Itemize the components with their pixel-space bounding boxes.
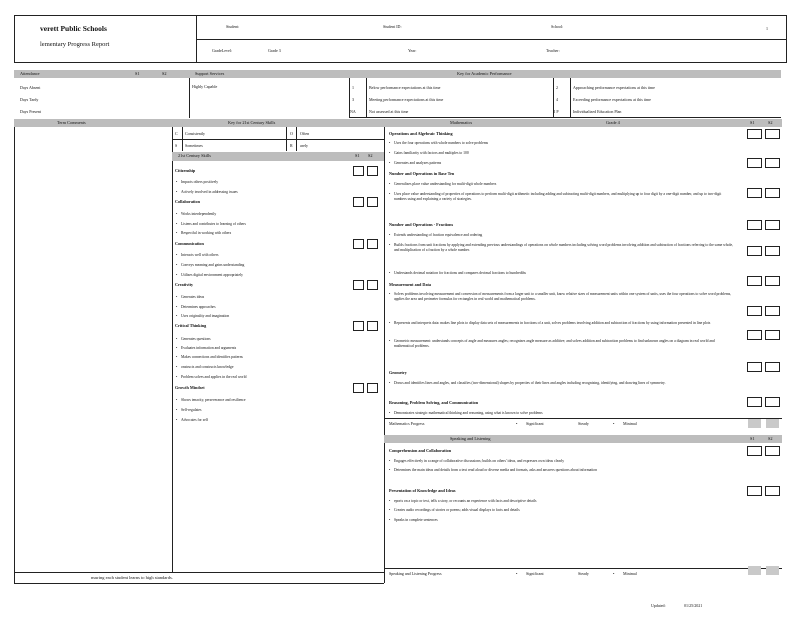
skill-item: • Listens and contributes to learning of others <box>181 222 346 227</box>
s1-grade-box[interactable] <box>747 188 762 198</box>
math-section-heading: Operations and Algebraic Thinking <box>389 131 453 136</box>
s1-grade-box[interactable] <box>747 362 762 372</box>
skill-item: • Respectful in working with others <box>181 231 346 236</box>
math-grade: Grade 4 <box>606 120 620 125</box>
progress-option: Significant <box>526 571 544 576</box>
skill-item: • Advocates for self <box>181 418 346 423</box>
skill-item: • Utilizes digital environment appropriately <box>181 273 346 278</box>
key21-code: O <box>290 131 293 136</box>
s2-grade-box[interactable] <box>367 239 378 249</box>
skill-item: • Impacts others positively <box>181 180 346 185</box>
attendance-title: Attendance <box>20 71 40 76</box>
s1-grade-box[interactable] <box>353 166 364 176</box>
updated-label: Updated: <box>651 603 666 608</box>
key21-code: R <box>290 143 293 148</box>
s1-grade-box[interactable] <box>353 197 364 207</box>
s1-grade-box[interactable] <box>353 280 364 290</box>
s2-grade-box[interactable] <box>765 129 780 139</box>
standard-item: • Creates audio recordings of stories or poems; adds visual displays to facts and details <box>394 508 734 513</box>
ela-s1: S1 <box>750 436 755 441</box>
key-text: Meeting performance expectations at this time <box>369 97 444 102</box>
skill-group-heading: Communication <box>175 241 204 246</box>
skill-item: • Self-regulates <box>181 408 346 413</box>
attendance-row: Days Present <box>20 109 41 114</box>
ela-section-heading: Presentation of Knowledge and Ideas <box>389 488 456 493</box>
skill-group-heading: Collaboration <box>175 199 200 204</box>
s1-grade-box[interactable] <box>747 158 762 168</box>
key-code: 1 <box>352 85 354 90</box>
attendance-row: Days Tardy <box>20 97 39 102</box>
standard-item: • Generates and analyzes patterns <box>394 161 734 166</box>
standard-item: • Represents and interprets data: makes line plots to display data sets of measurements in fractions of a unit, solves problems involving addition and subtraction of fractions by using information presented in line plots <box>394 321 734 326</box>
key21-text: arely <box>300 143 308 148</box>
s2-grade-box[interactable] <box>765 276 780 286</box>
s2-grade-box[interactable] <box>367 280 378 290</box>
school-name: verett Public Schools <box>40 24 107 33</box>
key-code: I P <box>554 109 559 114</box>
skill-group-heading: Growth Mindset <box>175 385 205 390</box>
key-text: Approaching performance expectations at this time <box>573 85 655 90</box>
standard-item: • Understands decimal notation for fractions and compares decimal fractions to hundredths <box>394 271 734 276</box>
skill-group-heading: Citizenship <box>175 168 196 173</box>
s1-grade-box[interactable] <box>747 220 762 230</box>
progress-option: Significant <box>526 421 544 426</box>
s2-grade-box[interactable] <box>367 321 378 331</box>
skills21-s1: S1 <box>355 153 360 158</box>
skill-item: • Makes connections and identifies patterns <box>181 355 346 360</box>
s2-grade-box[interactable] <box>765 306 780 316</box>
progress-option: Minimal <box>623 571 637 576</box>
key21-code: S <box>175 143 178 148</box>
s1-grade-box[interactable] <box>747 246 762 256</box>
term-comments-title: Term Comments <box>57 120 86 125</box>
student-id-label: Student ID: <box>383 24 402 29</box>
standard-item: • Geometric measurement: understands concepts of angle and measures angles; recognizes angle measure as additive; and solves addition and subtraction problems to find unknown angles on a diagram in real world and mathematical problems. <box>394 339 734 348</box>
ela-section-heading: Comprehension and Collaboration <box>389 448 452 453</box>
key-text: Individualized Education Plan <box>573 109 622 114</box>
math-s1: S1 <box>750 120 755 125</box>
bullet-icon: • <box>516 571 518 576</box>
key21-text: Often <box>300 131 310 136</box>
s2-grade-box[interactable] <box>765 362 780 372</box>
ela-progress-label: Speaking and Listening Progress <box>389 571 442 576</box>
page-number: 1 <box>766 26 768 31</box>
s1-grade-box[interactable] <box>353 321 364 331</box>
ela-title: Speaking and Listening <box>450 436 491 441</box>
standard-item: • Generalizes place value understanding for multi-digit whole numbers <box>394 182 734 187</box>
skill-item: • Actively involved in addressing issues <box>181 190 346 195</box>
standard-item: • Gains familiarity with factors and multiples to 100 <box>394 151 734 156</box>
standard-item: • eports on a topic or text, tells a story, or recounts an experience with facts and descriptive details <box>394 499 734 504</box>
s2-grade-box[interactable] <box>765 188 780 198</box>
s2-grade-box[interactable] <box>765 486 780 496</box>
key-code: 2 <box>556 85 558 90</box>
support-value: Highly Capable <box>192 84 218 89</box>
math-progress-label: Mathematics Progress <box>389 421 425 426</box>
s1-grade-box[interactable] <box>747 330 762 340</box>
math-section-heading: Geometry <box>389 370 407 375</box>
key-text: Exceeding performance expectations at this time <box>573 97 651 102</box>
bullet-icon: • <box>516 421 518 426</box>
skill-item: • Problem solves and applies in the real world <box>181 375 346 380</box>
standard-item: • Engages effectively in a range of collaborative discussions; builds on others' ideas, and expresses own ideas clearly <box>394 459 734 464</box>
skill-item: • Uses originality and imagination <box>181 314 346 319</box>
key-code: 4 <box>556 97 558 102</box>
standard-item: • Uses the four operations with whole numbers to solve problems <box>394 141 734 146</box>
math-s2: S2 <box>768 120 773 125</box>
key21-text: Sometimes <box>185 143 203 148</box>
standard-item: • Builds fractions from unit fractions by applying and extending previous understandings of operations on whole numbers including solving word problems involving addition and subtraction of fractions referring to the same whole, and multiplication of a fraction by a whole number. <box>394 243 734 252</box>
ela-s2: S2 <box>768 436 773 441</box>
support-title: Support Services <box>195 71 225 76</box>
skill-item: • Interacts well with others <box>181 253 346 258</box>
attendance-row: Days Absent <box>20 85 41 90</box>
key-text: Below performance expectations at this time <box>369 85 441 90</box>
skill-item: • Shows tenacity, perseverance and resilience <box>181 398 346 403</box>
report-title: lementary Progress Report <box>40 41 110 48</box>
school-label: School: <box>551 24 564 29</box>
progress-option: Steady <box>578 421 589 426</box>
skill-item: • Works interdependently <box>181 212 346 217</box>
skill-item: • Generates ideas <box>181 295 346 300</box>
skill-item: • Conveys meaning and gains understanding <box>181 263 346 268</box>
standard-item: • Speaks in complete sentences <box>394 518 734 523</box>
grade-level-label: GradeLevel: <box>212 48 232 53</box>
year-label: Year: <box>408 48 417 53</box>
s2-grade-box[interactable] <box>765 446 780 456</box>
math-section-heading: Number and Operations - Fractions <box>389 222 454 227</box>
standard-item: • Demonstrates strategic mathematical thinking and reasoning, using what is known to solve problems <box>394 411 734 416</box>
s2-grade-box[interactable] <box>765 158 780 168</box>
standard-item: • Uses place value understanding of properties of operations to perform multi-digit arithmetic including adding and subtracting multi-digit numbers, and multiplying up to four digit by a one-digit number, and up to two-digit numbers using and explaining a variety of strategies. <box>394 192 734 201</box>
progress-option: Minimal <box>623 421 637 426</box>
s2-progress-box[interactable] <box>766 566 779 575</box>
key-21-title: Key for 21st Century Skills <box>228 120 276 125</box>
teacher-label: Teacher: <box>546 48 560 53</box>
s1-grade-box[interactable] <box>353 383 364 393</box>
math-section-heading: Measurement and Data <box>389 282 432 287</box>
s1-grade-box[interactable] <box>747 486 762 496</box>
skill-group-heading: Creativity <box>175 282 194 287</box>
s2-grade-box[interactable] <box>765 330 780 340</box>
s2-grade-box[interactable] <box>367 197 378 207</box>
s1-grade-box[interactable] <box>747 306 762 316</box>
key-code: NA <box>350 109 356 114</box>
skill-item: • Generates questions <box>181 337 346 342</box>
s1-grade-box[interactable] <box>747 129 762 139</box>
grade-value: Grade 3 <box>268 48 281 53</box>
skills21-title: 21st Century Skills <box>178 153 211 158</box>
s1-grade-box[interactable] <box>747 397 762 407</box>
s2-grade-box[interactable] <box>367 166 378 176</box>
skills21-s2: S2 <box>368 153 373 158</box>
s1-progress-box[interactable] <box>748 419 761 428</box>
key-code: 3 <box>352 97 354 102</box>
s1-grade-box[interactable] <box>747 276 762 286</box>
attendance-s2: S2 <box>162 71 167 76</box>
math-title: Mathematics <box>450 120 473 125</box>
s1-grade-box[interactable] <box>353 239 364 249</box>
skill-item: • Evaluates information and arguments <box>181 346 346 351</box>
key-text: Not assessed at this time <box>369 109 409 114</box>
standard-item: • Draws and identifies lines and angles, and classifies (two-dimensional) shapes by properties of their lines and angles including recognizing, identifying, and drawing lines of symmetry. <box>394 381 734 386</box>
key21-code: C <box>175 131 178 136</box>
student-label: Student: <box>226 24 240 29</box>
math-section-heading: Number and Operations in Base Ten <box>389 171 455 176</box>
s2-grade-box[interactable] <box>367 383 378 393</box>
mission-statement: nsuring each student learns to high standards. <box>91 575 173 580</box>
key21-text: Consistently <box>185 131 206 136</box>
standard-item: • Solves problems involving measurement and conversion of measurements from a larger unit to a smaller unit, know relative sizes of measurement units within one system of units, uses the four operations to solve word problems, applies the area and perimeter formulas for rectangles in real world and mathematical problems. <box>394 292 734 301</box>
bullet-icon: • <box>613 421 615 426</box>
standard-item: • Determines the main ideas and details from a text read aloud or diverse media and formats, asks and answers questions about information <box>394 468 734 473</box>
s1-grade-box[interactable] <box>747 446 762 456</box>
attendance-s1: S1 <box>135 71 140 76</box>
s2-grade-box[interactable] <box>765 246 780 256</box>
s2-grade-box[interactable] <box>765 220 780 230</box>
progress-option: Steady <box>578 571 589 576</box>
s2-grade-box[interactable] <box>765 397 780 407</box>
academic-key-title: Key for Academic Performance <box>457 71 512 76</box>
standard-item: • Extends understanding of fraction equivalence and ordering <box>394 233 734 238</box>
s1-progress-box[interactable] <box>748 566 761 575</box>
skill-item: • onstructs and constructs knowledge <box>181 365 346 370</box>
skill-item: • Determines approaches <box>181 305 346 310</box>
bullet-icon: • <box>613 571 615 576</box>
skill-group-heading: Critical Thinking <box>175 323 207 328</box>
math-section-heading: Reasoning, Problem Solving, and Communication <box>389 400 479 405</box>
s2-progress-box[interactable] <box>766 419 779 428</box>
updated-date: 01/25/2021 <box>684 603 703 608</box>
